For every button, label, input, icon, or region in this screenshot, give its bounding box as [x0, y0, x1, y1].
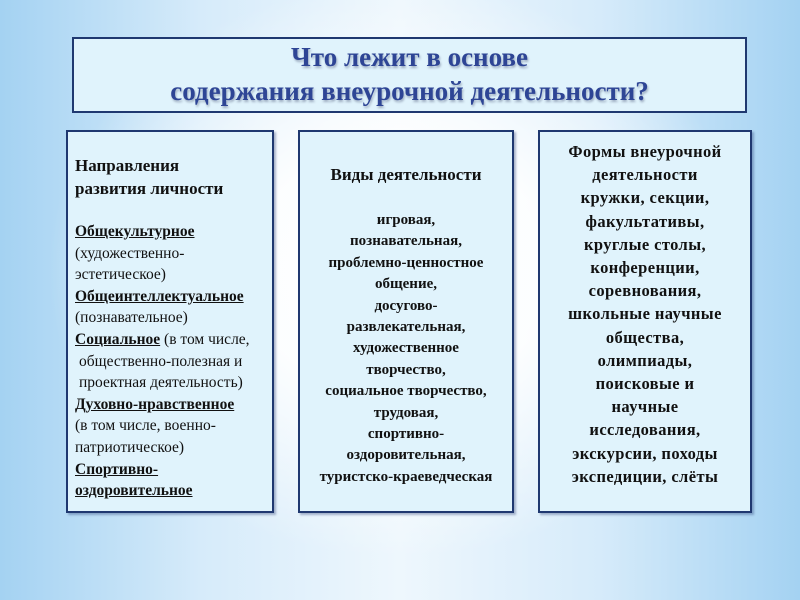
form-line: исследования,	[589, 420, 701, 440]
activity-type-line: проблемно-ценностное	[328, 254, 484, 271]
forms-list	[540, 140, 750, 488]
form-line: экскурсии, походы	[572, 443, 718, 463]
forms-heading-line: деятельности	[592, 165, 698, 185]
direction-name: Спортивно-	[75, 460, 159, 478]
direction-item-sports-health	[75, 459, 272, 502]
directions-box	[66, 130, 274, 513]
direction-desc: проектная деятельность)	[79, 374, 243, 392]
form-line: общества,	[605, 327, 685, 347]
form-line: соревнования,	[588, 281, 702, 301]
activity-type-line: развлекательная,	[346, 319, 466, 336]
form-line: факультативы,	[585, 211, 705, 231]
direction-name: Общекультурное	[75, 223, 195, 240]
direction-item-social	[75, 329, 272, 394]
title-line-2: содержания внеурочной деятельности?	[170, 76, 649, 106]
activity-type-line: социальное творчество,	[325, 383, 487, 400]
activity-type-line: познавательная,	[350, 233, 462, 250]
activity-types-list	[300, 210, 512, 488]
directions-heading	[75, 154, 272, 200]
direction-desc: (в том числе, военно-	[75, 417, 216, 435]
forms-heading-line: Формы внеурочной	[568, 142, 722, 161]
form-line: круглые столы,	[583, 234, 707, 254]
form-line: кружки, секции,	[580, 188, 710, 208]
direction-desc: патриотическое)	[75, 438, 185, 456]
direction-item-spiritual-moral	[75, 394, 272, 459]
direction-name: Общеинтеллектуальное	[75, 287, 244, 305]
direction-name: оздоровительное	[75, 482, 193, 500]
direction-desc: (художественно-	[75, 244, 185, 262]
activity-type-line: досугово-	[374, 297, 438, 314]
directions-heading-line-1: Направления	[75, 156, 180, 175]
activity-type-line: общение,	[374, 276, 437, 293]
activity-type-line: трудовая,	[373, 404, 439, 421]
form-line: олимпиады,	[597, 350, 693, 370]
direction-name: Социальное	[75, 330, 161, 348]
activity-type-line: туристско-краеведческая	[319, 468, 493, 485]
activity-types-box	[298, 130, 514, 513]
title-box	[72, 37, 747, 113]
direction-desc: (познавательное)	[75, 309, 188, 327]
form-line: поисковые и	[595, 374, 695, 394]
title-line-1: Что лежит в основе	[290, 42, 528, 72]
activity-type-line: игровая,	[376, 212, 436, 228]
activity-type-line: художественное	[353, 340, 459, 357]
activity-types-heading: Виды деятельности	[330, 165, 482, 184]
form-line: школьные научные	[568, 304, 722, 324]
direction-item-general-cultural	[75, 221, 272, 286]
direction-name: Духовно-нравственное	[75, 395, 235, 413]
direction-inline-desc: (в том числе,	[160, 330, 250, 348]
forms-box	[538, 130, 752, 513]
direction-desc: общественно-полезная и	[79, 352, 243, 370]
direction-item-general-intellectual	[75, 286, 272, 329]
activity-type-line: спортивно-	[367, 426, 445, 443]
form-line: научные	[611, 397, 679, 417]
direction-desc: эстетическое)	[75, 266, 166, 284]
form-line: конференции,	[590, 258, 700, 278]
activity-type-line: творчество,	[366, 361, 446, 378]
activity-type-line: оздоровительная,	[346, 447, 466, 464]
directions-heading-line-2: развития личности	[75, 179, 224, 198]
form-line: экспедиции, слёты	[571, 466, 719, 486]
